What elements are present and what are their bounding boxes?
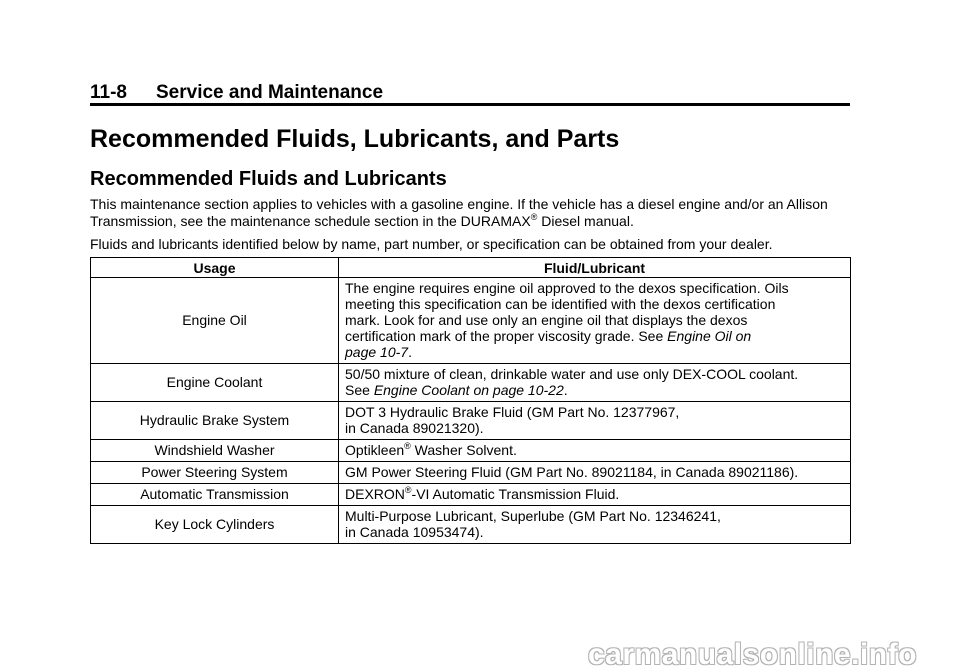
watermark: carmanualsonline.info (588, 638, 917, 671)
section-title: Recommended Fluids and Lubricants (90, 168, 447, 190)
table-row-hydraulic-brake (91, 402, 851, 440)
text-segment: . (408, 344, 412, 360)
text-line: meeting this specification can be identified with the dexos certification (345, 296, 776, 312)
table-row-automatic-transmission (91, 484, 851, 506)
text-line: The engine requires engine oil approved to the dexos specification. Oils (345, 280, 789, 296)
brand-name: Optikleen (345, 442, 405, 458)
section-name: Service and Maintenance (156, 82, 384, 103)
registered-mark: ® (404, 441, 411, 451)
usage-cell: Engine Oil (91, 278, 339, 364)
table-header-row (91, 258, 851, 278)
text-line (345, 328, 844, 344)
intro-text-end: Diesel manual. (537, 213, 634, 229)
intro-text: This maintenance section applies to vehicles with a gasoline engine. If the vehicle has a diesel engine and/or an Allison Transmission, see the maintenance schedule section in the DURAMAX (90, 196, 828, 229)
page-number: 11-8 (90, 82, 127, 103)
intro-paragraph (90, 196, 850, 230)
text-line: in Canada 10953474). (345, 524, 484, 540)
table-row-engine-oil (91, 278, 851, 364)
fluid-cell (339, 278, 851, 364)
page-title: Recommended Fluids, Lubricants, and Parts (90, 125, 620, 153)
text-line: 50/50 mixture of clean, drinkable water and use only DEX-COOL coolant. (345, 366, 799, 382)
table-row-engine-coolant (91, 364, 851, 402)
engine-oil-page-reference-link[interactable]: page 10-7 (345, 344, 409, 360)
fluid-cell: GM Power Steering Fluid (GM Part No. 89021184, in Canada 89021186). (339, 462, 851, 484)
usage-cell: Power Steering System (91, 462, 339, 484)
text-line (345, 344, 844, 360)
fluid-header: Fluid/Lubricant (339, 258, 851, 278)
fluid-cell (339, 506, 851, 544)
table-row-windshield-washer (91, 440, 851, 462)
fluid-cell (339, 484, 851, 506)
header-rule (90, 103, 850, 106)
usage-cell: Windshield Washer (91, 440, 339, 462)
table-row-power-steering (91, 462, 851, 484)
availability-note: Fluids and lubricants identified below by name, part number, or specification can be obtained from your dealer. (90, 236, 773, 252)
text-line: in Canada 89021320). (345, 420, 484, 436)
text-segment: -VI Automatic Transmission Fluid. (411, 486, 620, 502)
fluid-cell (339, 364, 851, 402)
text-segment: See (345, 382, 374, 398)
brand-name: DEXRON (345, 486, 405, 502)
usage-header: Usage (91, 258, 339, 278)
text-line: DOT 3 Hydraulic Brake Fluid (GM Part No. 12377967, (345, 404, 680, 420)
fluid-cell (339, 402, 851, 440)
table-row-key-lock (91, 506, 851, 544)
text-segment: certification mark of the proper viscosity grade. See (345, 328, 668, 344)
text-segment: Washer Solvent. (410, 442, 517, 458)
engine-oil-reference-link[interactable]: Engine Oil on (667, 328, 752, 344)
registered-mark: ® (404, 485, 412, 495)
registered-mark: ® (530, 212, 538, 222)
text-segment: . (563, 382, 568, 398)
usage-cell: Engine Coolant (91, 364, 339, 402)
usage-cell: Hydraulic Brake System (91, 402, 339, 440)
fluid-cell (339, 440, 851, 462)
fluids-table (90, 257, 851, 544)
usage-cell: Key Lock Cylinders (91, 506, 339, 544)
text-line: Multi-Purpose Lubricant, Superlube (GM Part No. 12346241, (345, 508, 721, 524)
usage-cell: Automatic Transmission (91, 484, 339, 506)
text-line: mark. Look for and use only an engine oil that displays the dexos (345, 312, 748, 328)
running-head (90, 82, 850, 104)
engine-coolant-reference-link[interactable]: Engine Coolant on page 10-22 (373, 382, 564, 398)
text-line (345, 382, 844, 398)
